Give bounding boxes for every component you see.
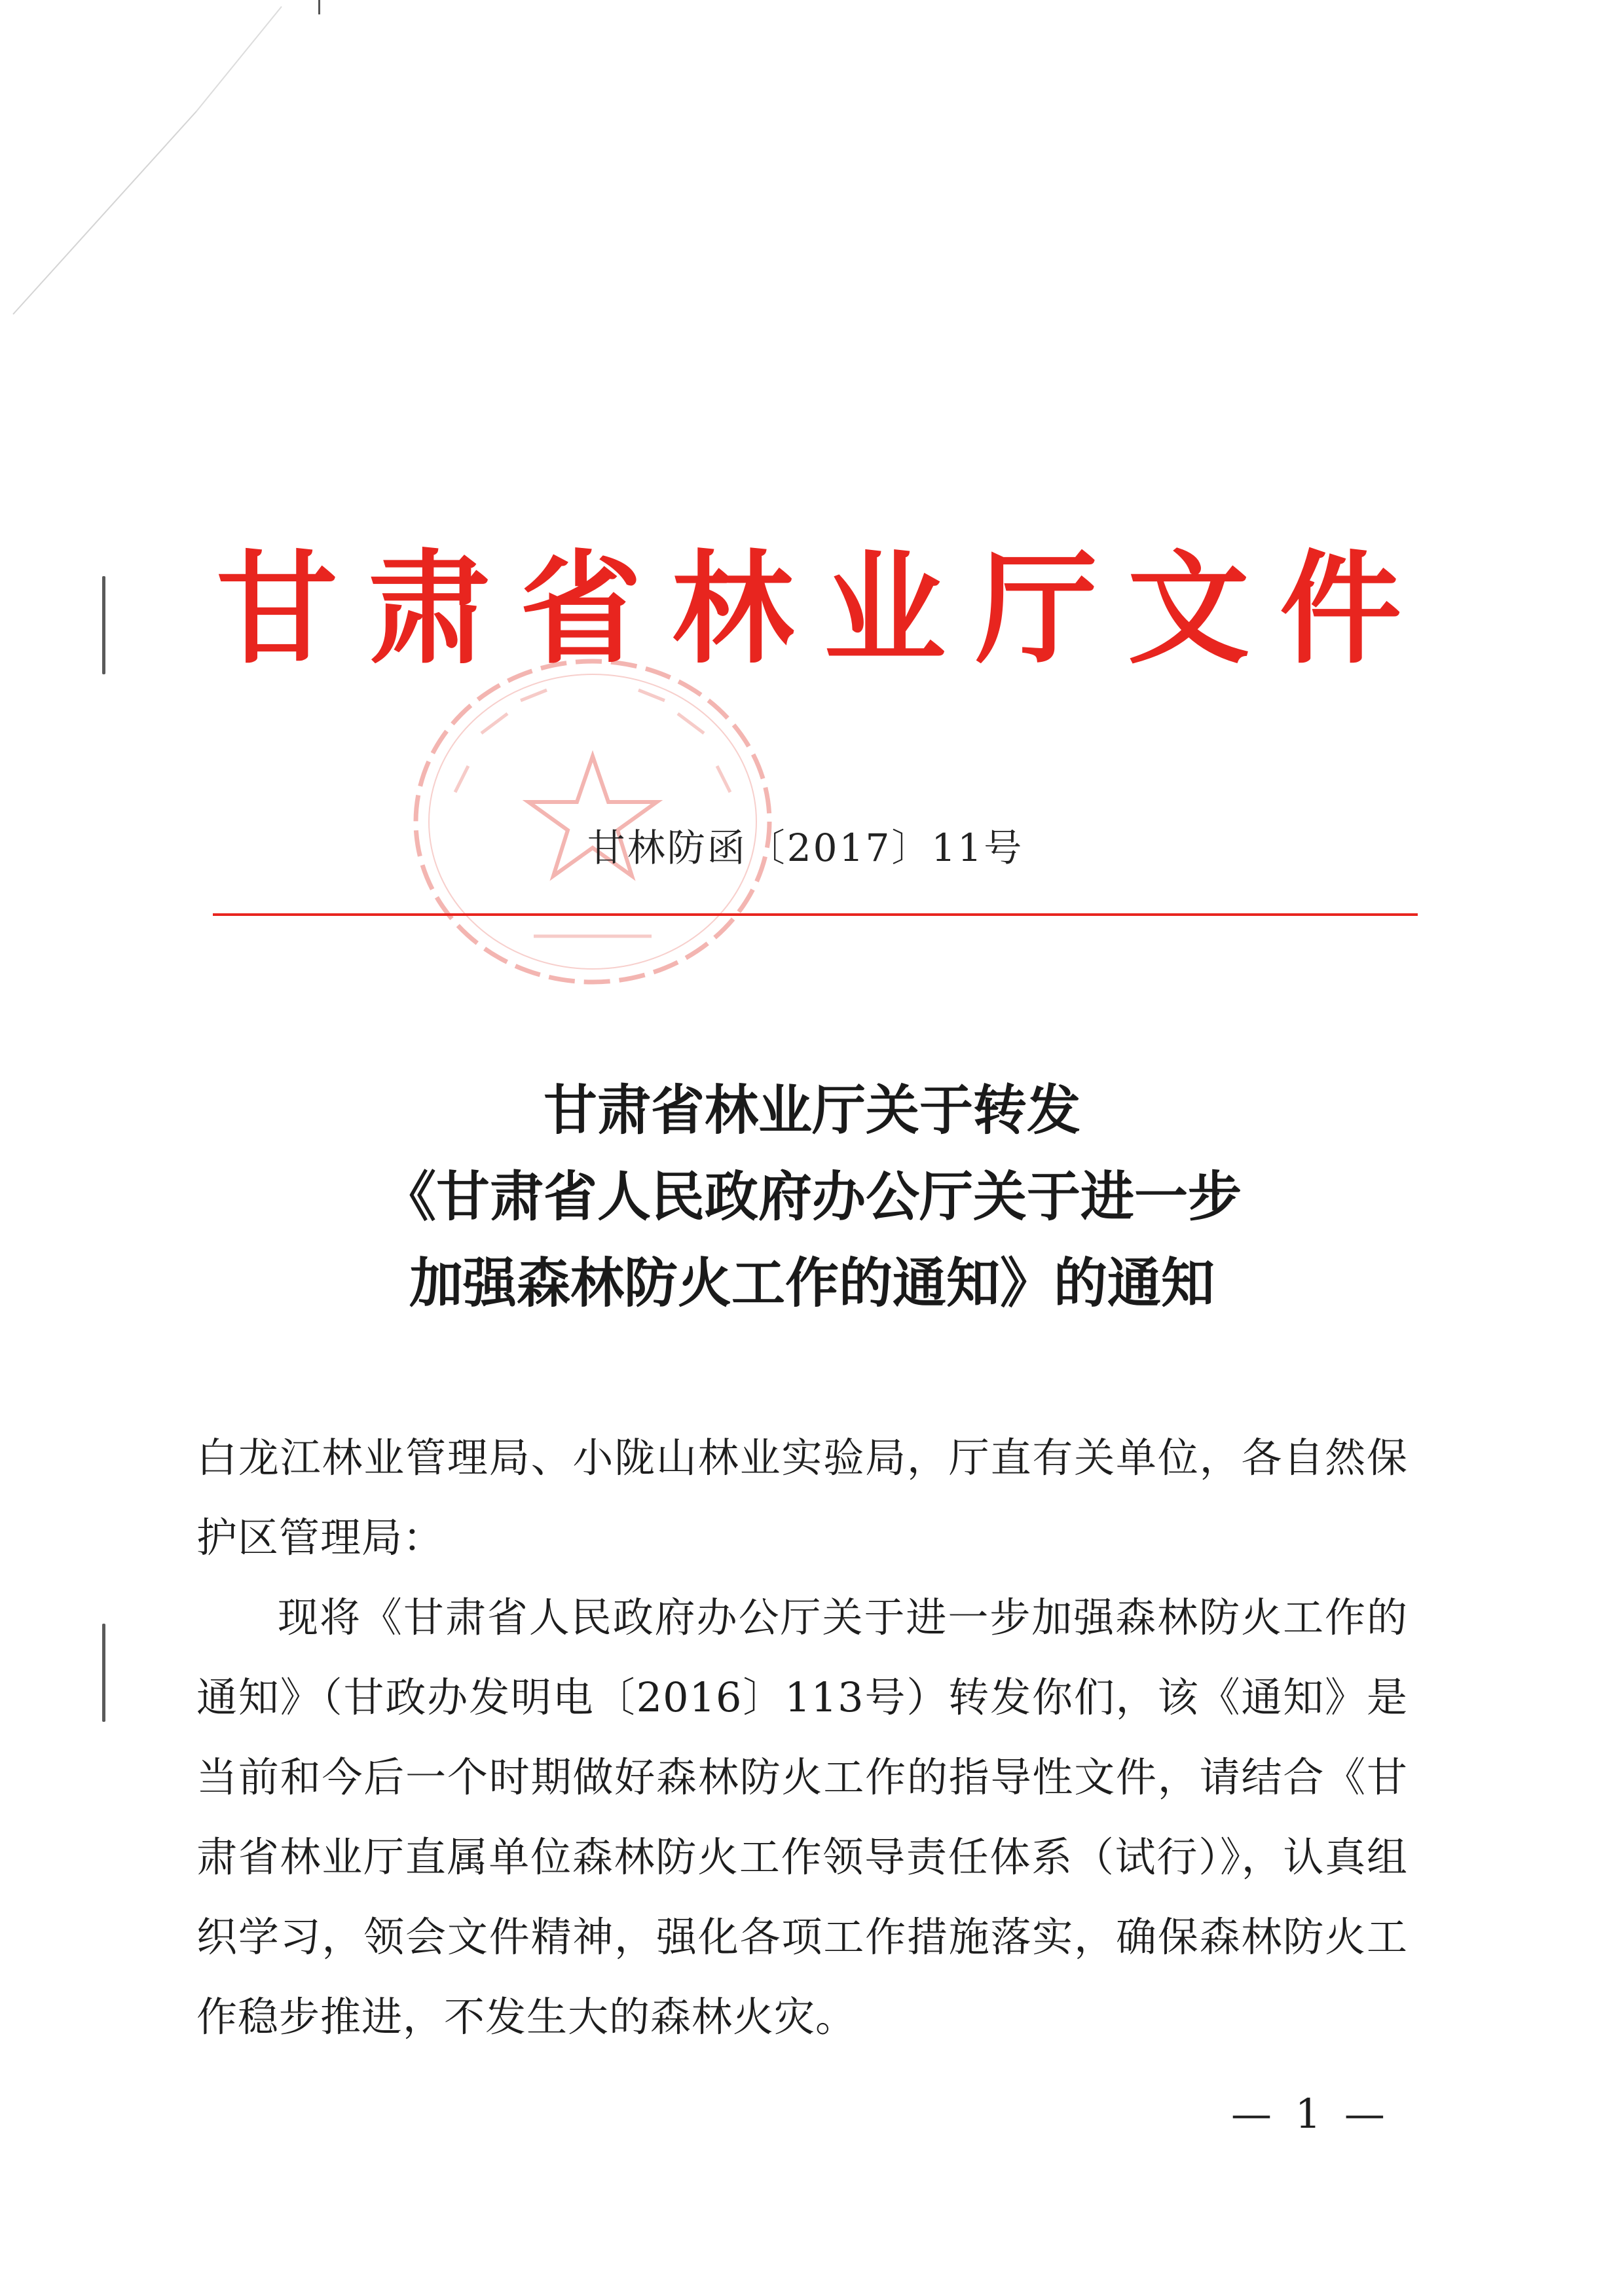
page-number: — 1 — <box>1231 2090 1390 2138</box>
document-body <box>196 1418 1408 2057</box>
title-line-1: 甘肃省林业厅关于转发 <box>543 1079 1080 1142</box>
masthead-title: 甘肃省林业厅文件 <box>216 537 1432 680</box>
binding-hole-mark <box>102 1624 105 1722</box>
scan-top-tick <box>318 0 320 14</box>
document-number: 甘林防函〔2017〕11号 <box>587 826 1024 870</box>
scan-fold-mark <box>0 0 498 340</box>
salutation: 白龙江林业管理局、小陇山林业实验局，厅直有关单位，各自然保护区管理局： <box>196 1434 1408 1561</box>
binding-hole-mark <box>102 576 105 674</box>
body-paragraph: 现将《甘肃省人民政府办公厅关于进一步加强森林防火工作的通知》（甘政办发明电〔2016〕113号）转发你们，该《通知》是当前和今后一个时期做好森林防火工作的指导性文件，请结合《甘肃省林业厅直属单位森林防火工作领导责任体系（试行）》，认真组织学习，领会文件精神，强化各项工作措施落实，确保森林防火工作稳步推进，不发生大的森林火灾。 <box>196 1594 1408 2041</box>
title-line-2: 《甘肃省人民政府办公厅关于进一步 <box>382 1165 1242 1228</box>
document-title <box>157 1067 1467 1326</box>
red-separator-line <box>213 913 1418 916</box>
title-line-3: 加强森林防火工作的通知》的通知 <box>409 1252 1215 1315</box>
